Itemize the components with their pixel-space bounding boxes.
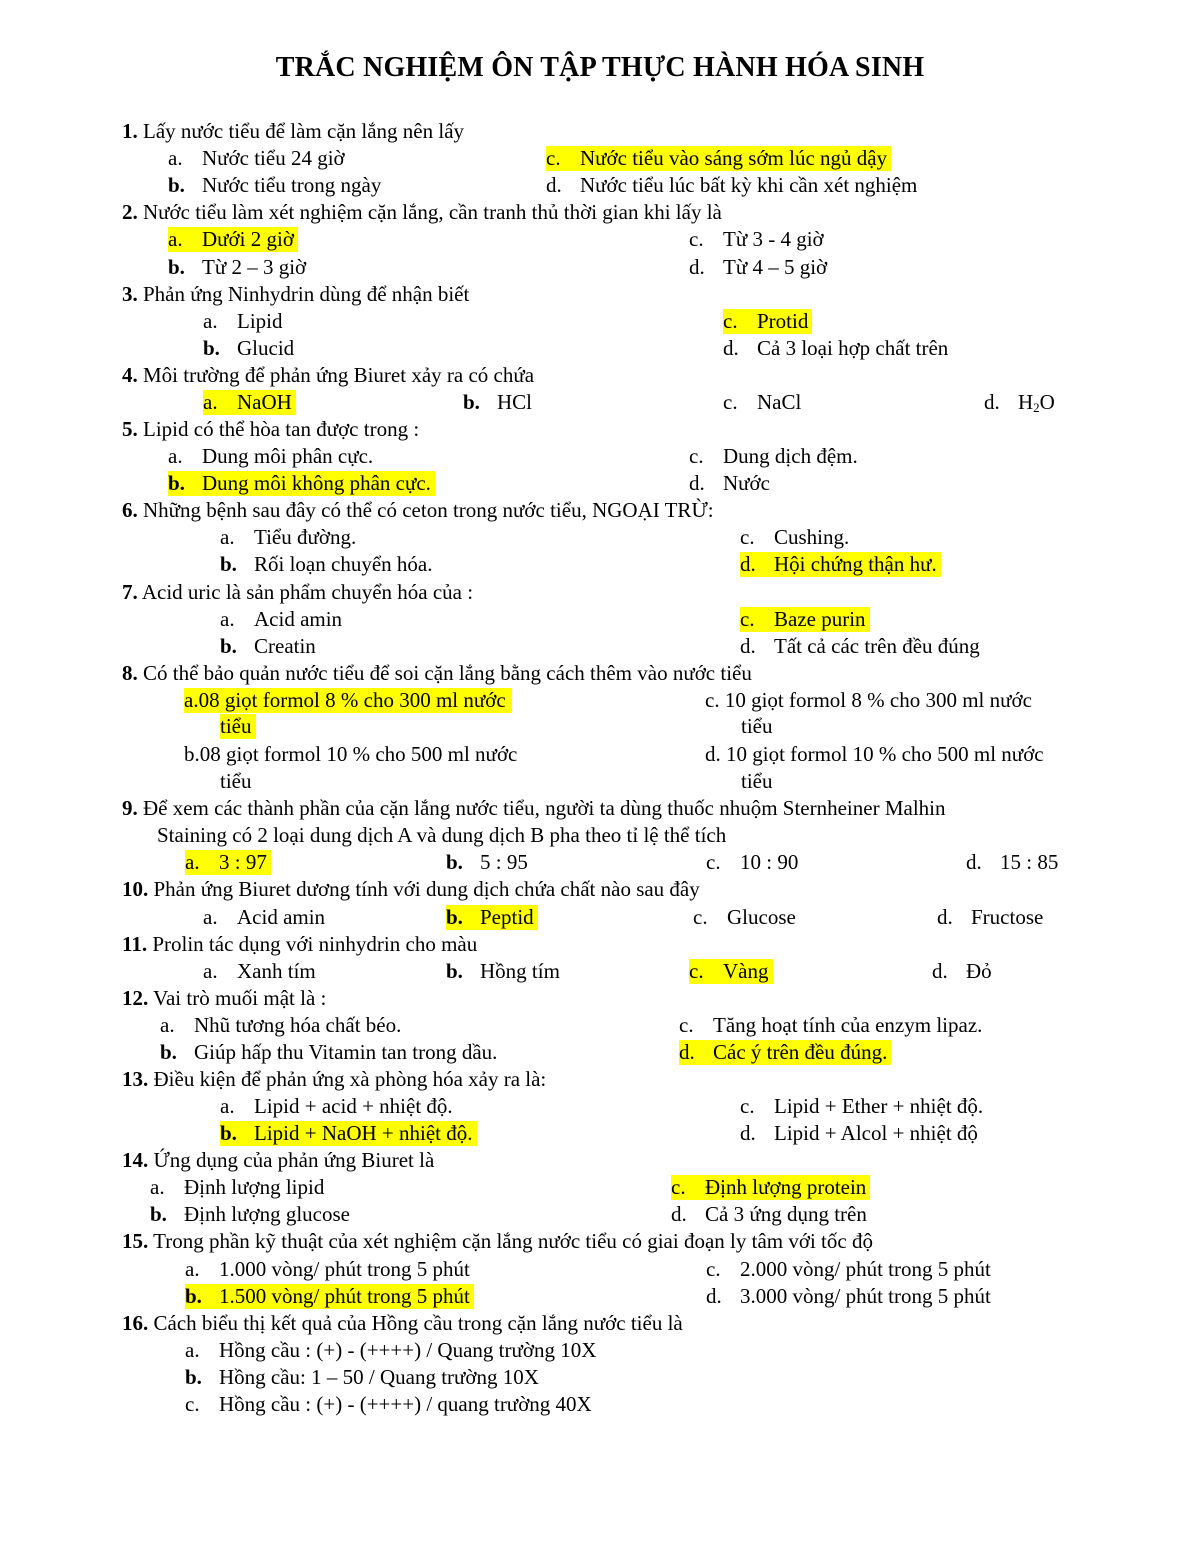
option-letter: d.	[679, 1040, 695, 1064]
option-text: tiểu	[741, 714, 773, 738]
option-letter: a.	[150, 1175, 165, 1199]
option-8c	[705, 687, 1032, 713]
option-text: Nước tiểu trong ngày	[202, 173, 382, 197]
option-text: Peptid	[480, 905, 534, 929]
option-text: Nước	[723, 471, 770, 495]
question-9	[122, 795, 946, 821]
option-letter: a.	[185, 1257, 200, 1281]
option-letter: a.	[220, 1094, 235, 1118]
option-9d	[966, 849, 1058, 875]
option-letter: b.	[220, 552, 237, 576]
option-text: 15 : 85	[1000, 850, 1059, 874]
answer-highlight	[689, 959, 773, 984]
option-letter: a.	[203, 959, 218, 983]
document-title: TRẮC NGHIỆM ÔN TẬP THỰC HÀNH HÓA SINH	[275, 52, 925, 83]
option-text: Glucose	[727, 905, 796, 929]
option-text: Từ 3 - 4 giờ	[723, 227, 824, 251]
option-7c	[740, 606, 870, 632]
answer-highlight	[185, 1284, 474, 1309]
option-8a	[184, 687, 512, 713]
option-3a	[203, 308, 283, 334]
question-number: 3.	[122, 282, 138, 306]
option-letter: b.	[168, 471, 185, 495]
option-text: 10 : 90	[740, 850, 799, 874]
answer-highlight	[723, 309, 812, 334]
option-11b	[446, 958, 560, 984]
option-5d	[689, 470, 770, 496]
option-text: Tất cả các trên đều đúng	[774, 634, 980, 658]
question-number: 5.	[122, 417, 138, 441]
answer-highlight: a.08 giọt formol 8 % cho 300 ml nước	[184, 688, 512, 713]
question-8	[122, 660, 752, 686]
answer-highlight	[546, 146, 891, 171]
option-6b	[220, 551, 432, 577]
option-letter: b.	[168, 173, 185, 197]
option-text: tiểu	[220, 769, 252, 793]
option-text: NaCl	[757, 390, 802, 414]
option-13d	[740, 1120, 978, 1146]
option-9b	[446, 849, 528, 875]
question-number: 1.	[122, 119, 138, 143]
option-12c	[679, 1012, 982, 1038]
option-letter: a.	[220, 525, 235, 549]
option-3c	[723, 308, 812, 334]
option-text: Hồng cầu : (+) - (++++) / quang trường 40X	[219, 1392, 592, 1416]
option-text: Các ý trên đều đúng.	[713, 1040, 888, 1064]
option-text: 5 : 95	[480, 850, 528, 874]
option-10d	[937, 904, 1043, 930]
option-letter: d.	[723, 336, 739, 360]
option-letter: d.	[966, 850, 982, 874]
option-text: Lipid + Ether + nhiệt độ.	[774, 1094, 984, 1118]
option-letter: c.	[689, 227, 704, 251]
question-15	[122, 1228, 873, 1254]
option-9a	[185, 849, 271, 875]
question-10	[122, 876, 700, 902]
question-13	[122, 1066, 546, 1092]
question-text: Lipid có thể hòa tan được trong :	[143, 417, 420, 441]
option-letter: b.	[185, 1284, 202, 1308]
option-text: H	[1018, 390, 1034, 414]
question-text: Prolin tác dụng với ninhydrin cho màu	[152, 932, 478, 956]
option-10b	[446, 904, 538, 930]
option-letter: a.	[220, 607, 235, 631]
option-letter: c.	[706, 850, 721, 874]
option-letter: c.	[740, 607, 755, 631]
option-text: Nước tiểu 24 giờ	[202, 146, 345, 170]
option-13c	[740, 1093, 983, 1119]
option-letter: b.	[203, 336, 220, 360]
option-16a	[185, 1337, 596, 1363]
question-2	[122, 199, 722, 225]
option-text: 3 : 97	[219, 850, 267, 874]
question-text: Phản ứng Ninhydrin dùng để nhận biết	[143, 282, 470, 306]
option-6a	[220, 524, 356, 550]
option-letter: c.	[723, 390, 738, 414]
option-12a	[160, 1012, 401, 1038]
option-letter: a.	[168, 146, 183, 170]
option-letter: d.	[689, 255, 705, 279]
option-text: Tiểu đường.	[254, 525, 357, 549]
option-letter: d.	[671, 1202, 687, 1226]
option-4a	[203, 389, 296, 415]
option-2b	[168, 254, 306, 280]
option-text: Creatin	[254, 634, 316, 658]
option-letter: c.	[546, 146, 561, 170]
option-3d	[723, 335, 948, 361]
question-number: 11.	[122, 932, 148, 956]
option-letter: d.	[740, 1121, 756, 1145]
answer-highlight	[740, 607, 870, 632]
answer-highlight	[671, 1175, 870, 1200]
option-12b	[160, 1039, 497, 1065]
option-text: 3.000 vòng/ phút trong 5 phút	[740, 1284, 991, 1308]
option-letter: a.	[185, 850, 200, 874]
option-text: Acid amin	[237, 905, 326, 929]
answer-highlight	[168, 227, 298, 252]
option-text: b.08 giọt formol 10 % cho 500 ml nước	[184, 742, 518, 766]
option-text: Cushing.	[774, 525, 850, 549]
option-7a	[220, 606, 342, 632]
question-number: 7.	[122, 580, 138, 604]
option-letter: d.	[546, 173, 562, 197]
option-5c	[689, 443, 858, 469]
option-text: Cả 3 ứng dụng trên	[705, 1202, 867, 1226]
option-text: Hội chứng thận hư.	[774, 552, 937, 576]
option-3b	[203, 335, 294, 361]
question-1	[122, 118, 464, 144]
option-text: 2.000 vòng/ phút trong 5 phút	[740, 1257, 991, 1281]
question-text: Acid uric là sản phẩm chuyển hóa của :	[141, 580, 474, 604]
option-letter: d.	[932, 959, 948, 983]
option-text: Dung môi phân cực.	[202, 444, 374, 468]
option-14a	[150, 1174, 324, 1200]
option-letter: c.	[740, 525, 755, 549]
subscript: 2	[1033, 400, 1040, 415]
option-text: Lipid + Alcol + nhiệt độ	[774, 1121, 978, 1145]
option-text: Hồng cầu : (+) - (++++) / Quang trường 10X	[219, 1338, 597, 1362]
question-number: 14.	[122, 1148, 149, 1172]
option-5a	[168, 443, 373, 469]
option-10c	[693, 904, 796, 930]
question-number: 8.	[122, 661, 138, 685]
option-1c	[546, 145, 891, 171]
option-text: Vàng	[723, 959, 769, 983]
option-16c	[185, 1391, 592, 1417]
question-text: Môi trường để phản ứng Biuret xảy ra có chứa	[143, 363, 535, 387]
option-letter: b.	[220, 634, 237, 658]
option-text: Định lượng lipid	[184, 1175, 325, 1199]
option-letter: b.	[446, 850, 463, 874]
option-text: Tăng hoạt tính của enzym lipaz.	[713, 1013, 983, 1037]
option-text-tail: O	[1039, 390, 1055, 414]
option-letter: c.	[689, 959, 704, 983]
option-text: HCl	[497, 390, 533, 414]
question-text: Staining có 2 loại dung dịch A và dung dịch B pha theo tỉ lệ thể tích	[157, 823, 727, 847]
option-text: Từ 2 – 3 giờ	[202, 255, 307, 279]
option-text: Baze purin	[774, 607, 866, 631]
option-8a-cont	[220, 713, 256, 739]
question-text: Cách biểu thị kết quả của Hồng cầu trong cặn lắng nước tiểu là	[153, 1311, 683, 1335]
option-12d	[679, 1039, 891, 1065]
option-text: Dung dịch đệm.	[723, 444, 858, 468]
question-text: Trong phần kỹ thuật của xét nghiệm cặn lắng nước tiểu có giai đoạn ly tâm với tốc độ	[148, 1229, 873, 1253]
option-text: Fructose	[971, 905, 1044, 929]
option-text: tiểu	[741, 769, 773, 793]
question-text: Lấy nước tiểu để làm cặn lắng nên lấy	[143, 119, 465, 143]
option-text: Định lượng protein	[705, 1175, 867, 1199]
option-11c	[689, 958, 773, 984]
question-text: Để xem các thành phần của cặn lắng nước tiểu, người ta dùng thuốc nhuộm Sternheiner Malhin	[143, 796, 946, 820]
answer-highlight	[679, 1040, 891, 1065]
option-letter: d.	[984, 390, 1000, 414]
option-14b	[150, 1201, 350, 1227]
answer-highlight	[220, 1121, 477, 1146]
option-letter: d.	[706, 1284, 722, 1308]
option-1d	[546, 172, 917, 198]
option-text: 1.500 vòng/ phút trong 5 phút	[219, 1284, 470, 1308]
option-text: Hồng tím	[480, 959, 560, 983]
option-text: Glucid	[237, 336, 295, 360]
option-letter: d.	[937, 905, 953, 929]
option-4b	[463, 389, 532, 415]
option-15b	[185, 1283, 474, 1309]
option-letter: b.	[446, 905, 463, 929]
option-14d	[671, 1201, 867, 1227]
option-letter: b.	[150, 1202, 167, 1226]
option-7d	[740, 633, 980, 659]
option-text: Lipid	[237, 309, 283, 333]
option-text: Xanh tím	[237, 959, 316, 983]
option-letter: b.	[168, 255, 185, 279]
option-text: Lipid + NaOH + nhiệt độ.	[254, 1121, 473, 1145]
option-letter: c.	[706, 1257, 721, 1281]
answer-highlight	[168, 471, 435, 496]
option-text: Giúp hấp thu Vitamin tan trong dầu.	[194, 1040, 498, 1064]
answer-highlight	[740, 552, 941, 577]
answer-highlight	[446, 905, 538, 930]
option-letter: c.	[740, 1094, 755, 1118]
option-letter: c.	[679, 1013, 694, 1037]
option-letter: c.	[185, 1392, 200, 1416]
option-text: c. 10 giọt formol 8 % cho 300 ml nước	[705, 688, 1032, 712]
option-11a	[203, 958, 316, 984]
option-8d-cont	[741, 768, 773, 794]
option-2c	[689, 226, 824, 252]
option-10a	[203, 904, 325, 930]
option-letter: b.	[220, 1121, 237, 1145]
option-11d	[932, 958, 992, 984]
question-3	[122, 281, 469, 307]
question-text: Những bệnh sau đây có thể có ceton trong nước tiểu, NGOẠI TRỪ:	[143, 498, 714, 522]
question-11	[122, 931, 477, 957]
question-text: Vai trò muối mật là :	[153, 986, 327, 1010]
question-number: 9.	[122, 796, 138, 820]
option-letter: a.	[185, 1338, 200, 1362]
question-number: 10.	[122, 877, 149, 901]
answer-highlight	[185, 850, 271, 875]
option-letter: d.	[689, 471, 705, 495]
question-16	[122, 1310, 683, 1336]
option-letter: c.	[689, 444, 704, 468]
question-number: 12.	[122, 986, 149, 1010]
question-number: 16.	[122, 1311, 149, 1335]
option-letter: c.	[693, 905, 708, 929]
option-5b	[168, 470, 435, 496]
option-text: Nhũ tương hóa chất béo.	[194, 1013, 402, 1037]
option-text: Nước tiểu vào sáng sớm lúc ngủ dậy	[580, 146, 888, 170]
option-2d	[689, 254, 827, 280]
option-text: 1.000 vòng/ phút trong 5 phút	[219, 1257, 470, 1281]
question-number: 6.	[122, 498, 138, 522]
option-8b	[184, 741, 517, 767]
option-8c-cont	[741, 713, 773, 739]
option-text: d. 10 giọt formol 10 % cho 500 ml nước	[705, 742, 1044, 766]
question-text: Có thể bảo quản nước tiểu để soi cặn lắng bằng cách thêm vào nước tiểu	[143, 661, 752, 685]
option-text: Hồng cầu: 1 – 50 / Quang trường 10X	[219, 1365, 539, 1389]
option-letter: b.	[185, 1365, 202, 1389]
option-text: NaOH	[237, 390, 292, 414]
question-text: Ứng dụng của phản ứng Biuret là	[153, 1148, 435, 1172]
question-14	[122, 1147, 434, 1173]
option-4d	[984, 389, 1055, 415]
option-letter: d.	[740, 552, 756, 576]
option-4c	[723, 389, 801, 415]
option-letter: b.	[463, 390, 480, 414]
option-letter: a.	[168, 444, 183, 468]
option-letter: a.	[160, 1013, 175, 1037]
question-5	[122, 416, 419, 442]
question-number: 4.	[122, 363, 138, 387]
option-8b-cont	[220, 768, 252, 794]
question-9-cont	[157, 822, 726, 848]
option-letter: c.	[723, 309, 738, 333]
question-7	[122, 579, 473, 605]
option-letter: a.	[168, 227, 183, 251]
option-letter: c.	[671, 1175, 686, 1199]
question-text: Điều kiện để phản ứng xà phòng hóa xảy ra là:	[153, 1067, 547, 1091]
option-13a	[220, 1093, 453, 1119]
option-2a	[168, 226, 298, 252]
option-text: Dung môi không phân cực.	[202, 471, 431, 495]
option-15c	[706, 1256, 991, 1282]
question-12	[122, 985, 326, 1011]
question-text: Phản ứng Biuret dương tính với dung dịch chứa chất nào sau đây	[148, 877, 700, 901]
option-text: Protid	[757, 309, 809, 333]
question-6	[122, 497, 714, 523]
question-number: 13.	[122, 1067, 149, 1091]
option-letter: a.	[203, 309, 218, 333]
option-6c	[740, 524, 849, 550]
question-number: 2.	[122, 200, 138, 224]
option-15d	[706, 1283, 991, 1309]
option-text: Định lượng glucose	[184, 1202, 350, 1226]
question-text: Nước tiểu làm xét nghiệm cặn lắng, cần tranh thủ thời gian khi lấy là	[143, 200, 722, 224]
option-14c	[671, 1174, 870, 1200]
option-8d	[705, 741, 1044, 767]
option-text: Nước tiểu lúc bất kỳ khi cần xét nghiệm	[580, 173, 918, 197]
option-7b	[220, 633, 316, 659]
answer-highlight: tiểu	[220, 714, 256, 739]
option-text: Cả 3 loại hợp chất trên	[757, 336, 949, 360]
option-letter: b.	[160, 1040, 177, 1064]
option-text: Đỏ	[966, 959, 992, 983]
option-15a	[185, 1256, 470, 1282]
option-text: Acid amin	[254, 607, 343, 631]
option-letter: a.	[203, 905, 218, 929]
option-text: Rối loạn chuyển hóa.	[254, 552, 433, 576]
answer-highlight	[203, 390, 296, 415]
option-16b	[185, 1364, 539, 1390]
option-1a	[168, 145, 345, 171]
option-letter: b.	[446, 959, 463, 983]
option-text: Từ 4 – 5 giờ	[723, 255, 828, 279]
option-1b	[168, 172, 381, 198]
question-4	[122, 362, 534, 388]
option-letter: a.	[203, 390, 218, 414]
option-9c	[706, 849, 798, 875]
option-6d	[740, 551, 941, 577]
option-text: Dưới 2 giờ	[202, 227, 294, 251]
option-13b	[220, 1120, 477, 1146]
question-number: 15.	[122, 1229, 149, 1253]
option-text: Lipid + acid + nhiệt độ.	[254, 1094, 453, 1118]
option-letter: d.	[740, 634, 756, 658]
